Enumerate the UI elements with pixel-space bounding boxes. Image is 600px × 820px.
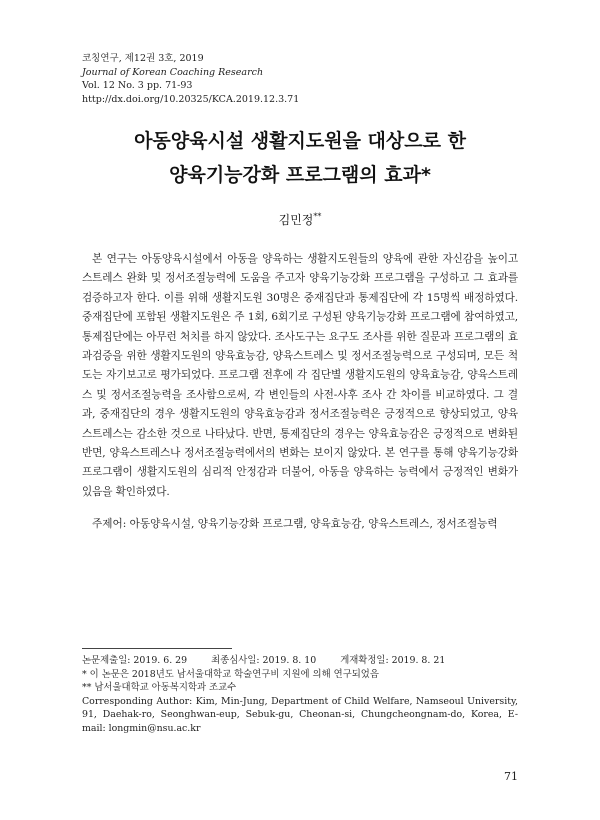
journal-name: Journal of Korean Coaching Research <box>82 66 264 78</box>
title-line-2: 양육기능강화 프로그램의 효과* <box>169 164 431 186</box>
journal-header <box>82 52 299 106</box>
author-name: 김민정 <box>278 213 314 227</box>
journal-issue-korean: 코칭연구, 제12권 3호, 2019 <box>82 53 204 64</box>
journal-volume: Vol. 12 No. 3 pp. 71-93 <box>82 80 193 91</box>
keywords-text: 아동양육시설, 양육기능강화 프로그램, 양육효능감, 양육스트레스, 정서조절능력 <box>129 518 498 530</box>
accepted-date: 게재확정일: 2019. 8. 21 <box>340 655 446 666</box>
reviewed-date: 최종심사일: 2019. 8. 10 <box>211 655 317 666</box>
author <box>40 211 560 228</box>
author-mark: ** <box>313 212 322 221</box>
footnote-divider <box>82 648 232 649</box>
paper-title <box>40 124 560 192</box>
keywords <box>82 516 518 532</box>
keywords-label: 주제어: <box>92 518 130 530</box>
affiliation-note: ** 남서울대학교 아동복지학과 조교수 <box>82 682 237 693</box>
correspondence-note: Corresponding Author: Kim, Min-Jung, Department of Child Welfare, Namseoul University, 91, Daehak-ro, Seonghwan-eup, Sebuk-gu, Cheonan-si, Chungcheongnam-do, Korea, E-mail: longmin@nsu.ac.kr <box>82 695 518 734</box>
page-number: 71 <box>504 770 518 783</box>
submission-dates <box>82 654 518 668</box>
funding-note: * 이 논문은 2018년도 남서울대학교 학술연구비 지원에 의해 연구되었음 <box>82 668 379 680</box>
doi-link[interactable]: http://dx.doi.org/10.20325/KCA.2019.12.3.71 <box>82 93 300 105</box>
title-line-1: 아동양육시설 생활지도원을 대상으로 한 <box>134 130 466 152</box>
abstract-text: 본 연구는 아동양육시설에서 아동을 양육하는 생활지도원들의 양육에 관한 자신감을 높이고 스트레스 완화 및 정서조절능력에 도움을 주고자 양육기능강화 프로그램을 구성하고 그 효과를 검증하고자 한다. 이를 위해 생활지도원 30명은 중재집단과 통제집단에 각 15명씩 배정하였다. 중재집단에 포함된 생활지도원은 주 1회, 6회기로 구성된 양육기능강화 프로그램에 참여하였고, 통제집단에는 아무런 처치를 하지 않았다. 조사도구는 요구도 조사를 위한 질문과 프로그램의 효과검증을 위한 생활지도원의 양육효능감, 양육스트레스 및 정서조절능력으로 구성되며, 모든 척도는 자기보고로 평가되었다. 프로그램 전후에 각 집단별 생활지도원의 양육효능감, 양육스트레스 및 정서조절능력을 조사함으로써, 각 변인들의 사전-사후 조사 간 차이를 비교하였다. 그 결과, 중재집단의 경우 생활지도원의 양육효능감과 정서조절능력은 긍정적으로 향상되었고, 양육스트레스는 감소한 것으로 나타났다. 반면, 통제집단의 경우는 양육효능감은 긍정적으로 변화된 반면, 양육스트레스나 정서조절능력에서의 변화는 보이지 않았다. 본 연구를 통해 양육기능강화 프로그램이 생활지도원의 심리적 안정감과 더불어, 아동을 양육하는 능력에서 긍정적인 변화가 있음을 확인하였다. <box>82 253 518 498</box>
abstract <box>82 250 518 502</box>
submitted-date: 논문제출일: 2019. 6. 29 <box>82 655 188 666</box>
footnotes <box>82 654 518 735</box>
